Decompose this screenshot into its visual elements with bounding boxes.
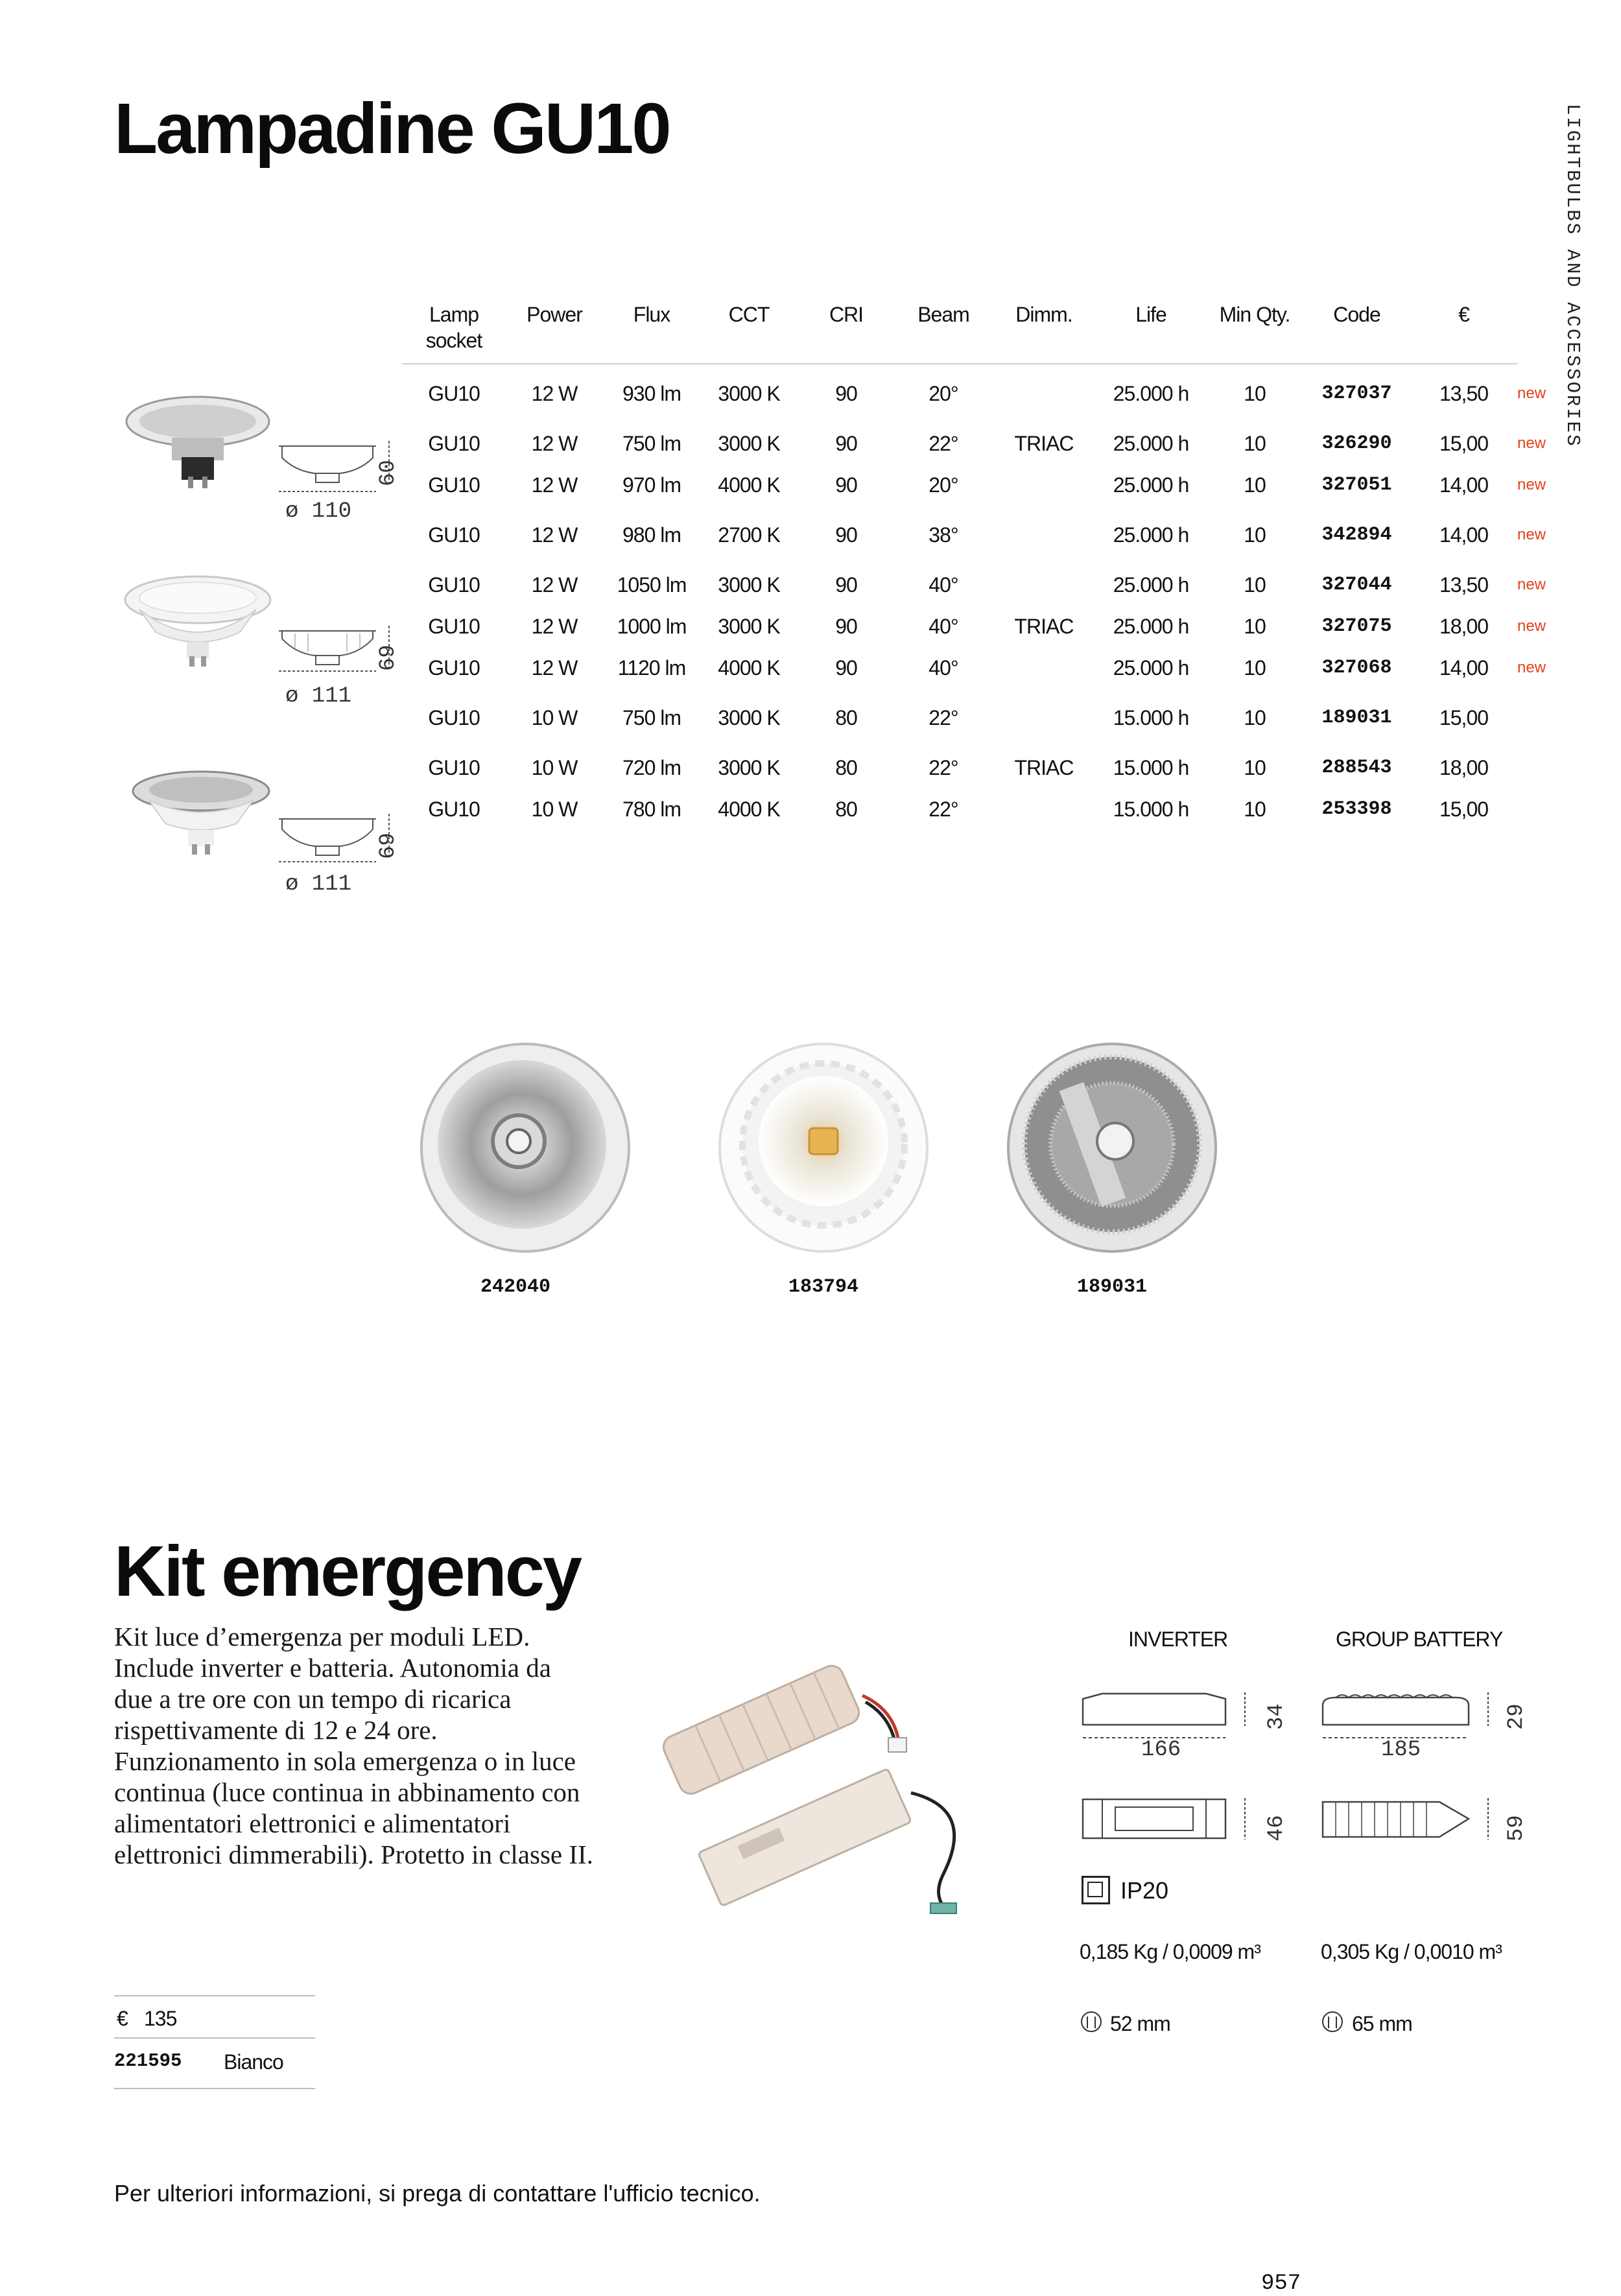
power-cell: 12 W [531,656,578,680]
min-qty-cell: 10 [1244,381,1266,405]
life-cell: 25.000 h [1113,573,1189,597]
dimm-cell [992,689,1096,747]
table-row [402,506,1546,564]
section-label: LIGHTBULBS AND ACCESSORIES [1562,104,1583,448]
table-row [402,606,1546,647]
header-code: Code [1303,302,1410,364]
kit-finish: Bianco [224,2050,283,2074]
dimm-cell: TRIAC [1014,614,1074,638]
inverter-length: 166 [1141,1738,1181,1762]
beam-cell: 22° [929,431,958,455]
price-cell: 14,00 [1439,656,1489,680]
beam-cell: 40° [929,614,958,638]
page-number: 957 [1261,2271,1301,2296]
new-badge: new [1517,576,1546,593]
dimm-cell [992,564,1096,606]
hole-diameter-icon [1321,2010,1344,2033]
header-cri: CRI [798,302,895,364]
flux-cell: 1000 lm [617,614,687,638]
ip-rating-icon [1082,1876,1110,1904]
header-beam: Beam [895,302,992,364]
cri-cell: 80 [835,797,857,821]
price-rule-top [114,1995,315,1996]
cri-cell: 90 [835,523,857,547]
min-qty-cell: 10 [1244,431,1266,455]
price-rule-bottom [114,2088,315,2089]
bulb-photo-242040 [415,1037,635,1258]
power-cell: 12 W [531,381,578,405]
new-badge: new [1517,476,1546,493]
code-cell: 327068 [1321,657,1392,679]
table-row [402,689,1546,747]
power-cell: 12 W [531,573,578,597]
price-cell: 14,00 [1439,523,1489,547]
dimm-cell [992,464,1096,506]
bulb-ar111-silver-dark-base-photo [117,392,279,490]
inverter-side-drawing [1076,1686,1271,1744]
cct-cell: 4000 K [718,656,780,680]
code-cell: 327037 [1321,383,1392,405]
battery-label: GROUP BATTERY [1336,1627,1503,1651]
battery-hole: 65 mm [1352,2012,1412,2035]
beam-cell: 20° [929,381,958,405]
power-cell: 12 W [531,614,578,638]
cri-cell: 80 [835,755,857,779]
cri-cell: 90 [835,656,857,680]
header-dimm: Dimm. [992,302,1096,364]
lamp-socket-cell: GU10 [428,523,480,547]
dimm-cell [992,364,1096,423]
bulb-code-caption-2: 183794 [788,1276,859,1298]
table-header-row [402,302,1546,364]
beam-cell: 22° [929,755,958,779]
dimm-cell: TRIAC [1014,431,1074,455]
cct-cell: 2700 K [718,523,780,547]
diameter-label-1: ø 110 [285,499,352,524]
code-cell: 327044 [1321,574,1392,596]
inverter-weight: 0,185 Kg / 0,0009 m³ [1080,1940,1260,1963]
table-row [402,647,1546,689]
new-badge: new [1517,617,1546,635]
inverter-hole: 52 mm [1110,2012,1170,2035]
table-row [402,747,1546,788]
lamp-socket-cell: GU10 [428,473,480,497]
cri-cell: 90 [835,573,857,597]
footer-note: Per ulteriori informazioni, si prega di contattare l'ufficio tecnico. [114,2180,761,2207]
lamp-socket-cell: GU10 [428,431,480,455]
flux-cell: 750 lm [622,431,681,455]
new-badge: new [1517,434,1546,452]
min-qty-cell: 10 [1244,523,1266,547]
cri-cell: 90 [835,381,857,405]
height-label-2: 69 [376,645,401,671]
table-row [402,564,1546,606]
kit-description: Kit luce d’emergenza per moduli LED. Include inverter e batteria. Autonomia da due a tre ore con un tempo di ricarica rispettivamente di 12 e 24 ore. Funzionamento in sola emergenza o in luce continua (luce continua in abbinamento con alimentatori elettronici e alimentatori elettronici dimmerabili). Protetto in classe II. [114,1622,593,1869]
spec-table [402,302,1546,830]
diameter-label-3: ø 111 [285,872,352,897]
cct-cell: 3000 K [718,705,780,729]
kit-title: Kit emergency [114,1532,581,1611]
min-qty-cell: 10 [1244,473,1266,497]
power-cell: 10 W [531,797,578,821]
price-rule-middle [114,2037,315,2039]
min-qty-cell: 10 [1244,755,1266,779]
lamp-socket-cell: GU10 [428,705,480,729]
dimm-cell [992,506,1096,564]
inverter-label: INVERTER [1128,1627,1228,1651]
new-badge [1517,788,1546,830]
code-cell: 327051 [1321,474,1392,496]
code-cell: 326290 [1321,432,1392,455]
header-lamp-socket: Lamp socket [402,302,506,364]
bulb-ar111-white-photo [117,571,279,668]
battery-side-drawing [1316,1686,1511,1744]
flux-cell: 780 lm [622,797,681,821]
cct-cell: 4000 K [718,797,780,821]
kit-product-photo [639,1660,963,1932]
price-cell: 15,00 [1439,797,1489,821]
height-label-3: 69 [376,833,401,859]
header-min-qty: Min Qty. [1206,302,1303,364]
beam-cell: 22° [929,705,958,729]
life-cell: 15.000 h [1113,755,1189,779]
power-cell: 12 W [531,473,578,497]
table-row [402,364,1546,423]
price-cell: 14,00 [1439,473,1489,497]
new-badge: new [1517,384,1546,402]
header-cct: CCT [700,302,798,364]
lamp-socket-cell: GU10 [428,381,480,405]
ip-rating-label: IP20 [1120,1877,1169,1904]
cct-cell: 3000 K [718,755,780,779]
min-qty-cell: 10 [1244,614,1266,638]
life-cell: 25.000 h [1113,431,1189,455]
life-cell: 25.000 h [1113,381,1189,405]
kit-code: 221595 [114,2050,182,2072]
beam-cell: 22° [929,797,958,821]
code-cell: 288543 [1321,757,1392,779]
power-cell: 10 W [531,755,578,779]
code-cell: 327075 [1321,615,1392,637]
life-cell: 25.000 h [1113,614,1189,638]
code-cell: 253398 [1321,798,1392,820]
table-row [402,788,1546,830]
flux-cell: 980 lm [622,523,681,547]
power-cell: 12 W [531,431,578,455]
bulb-photo-183794 [713,1037,934,1258]
power-cell: 12 W [531,523,578,547]
cct-cell: 3000 K [718,573,780,597]
min-qty-cell: 10 [1244,573,1266,597]
lamp-socket-cell: GU10 [428,614,480,638]
flux-cell: 720 lm [622,755,681,779]
battery-length: 185 [1381,1738,1421,1762]
hole-diameter-icon [1080,2010,1103,2033]
life-cell: 25.000 h [1113,656,1189,680]
header-flux: Flux [603,302,700,364]
lamp-socket-cell: GU10 [428,573,480,597]
new-badge [1517,747,1546,788]
cri-cell: 90 [835,614,857,638]
cri-cell: 90 [835,431,857,455]
price-symbol: € [117,2007,128,2030]
flux-cell: 930 lm [622,381,681,405]
cct-cell: 4000 K [718,473,780,497]
power-cell: 10 W [531,705,578,729]
bulb-code-caption-3: 189031 [1076,1276,1148,1298]
price-cell: 18,00 [1439,614,1489,638]
price-cell: 18,00 [1439,755,1489,779]
header-price: € [1410,302,1517,364]
flux-cell: 1120 lm [617,656,686,680]
min-qty-cell: 10 [1244,705,1266,729]
code-cell: 342894 [1321,524,1392,546]
table-body [402,364,1546,830]
code-cell: 189031 [1321,707,1392,729]
min-qty-cell: 10 [1244,797,1266,821]
flux-cell: 750 lm [622,705,681,729]
life-cell: 15.000 h [1113,705,1189,729]
cri-cell: 90 [835,473,857,497]
battery-height: 29 [1504,1703,1529,1730]
beam-cell: 40° [929,656,958,680]
price-cell: 15,00 [1439,431,1489,455]
inverter-width: 46 [1264,1815,1289,1841]
header-life: Life [1096,302,1206,364]
battery-top-drawing [1316,1793,1511,1851]
lamp-socket-cell: GU10 [428,755,480,779]
cri-cell: 80 [835,705,857,729]
new-badge: new [1517,526,1546,543]
new-badge: new [1517,659,1546,676]
dimm-cell [992,788,1096,830]
life-cell: 25.000 h [1113,473,1189,497]
beam-cell: 20° [929,473,958,497]
new-badge [1517,689,1546,747]
kit-price: 135 [144,2007,177,2030]
height-label-1: 60 [376,460,401,486]
page-title: Lampadine GU10 [114,89,670,169]
header-power: Power [506,302,603,364]
price-cell: 15,00 [1439,705,1489,729]
bulb-ar111-silver-white-base-photo [123,765,279,862]
cct-cell: 3000 K [718,431,780,455]
life-cell: 15.000 h [1113,797,1189,821]
cct-cell: 3000 K [718,381,780,405]
dimm-cell [992,647,1096,689]
life-cell: 25.000 h [1113,523,1189,547]
bulb-code-caption-1: 242040 [480,1276,551,1298]
flux-cell: 970 lm [622,473,681,497]
battery-weight: 0,305 Kg / 0,0010 m³ [1321,1940,1502,1963]
price-cell: 13,50 [1439,573,1489,597]
dimm-cell: TRIAC [1014,755,1074,779]
inverter-height: 34 [1264,1703,1289,1730]
beam-cell: 40° [929,573,958,597]
diameter-label-2: ø 111 [285,684,352,709]
table-row [402,423,1546,464]
lamp-socket-cell: GU10 [428,656,480,680]
cct-cell: 3000 K [718,614,780,638]
battery-width: 59 [1504,1815,1529,1841]
lamp-socket-cell: GU10 [428,797,480,821]
price-cell: 13,50 [1439,381,1489,405]
bulb-photo-189031 [1002,1037,1222,1258]
flux-cell: 1050 lm [617,573,687,597]
inverter-top-drawing [1076,1793,1271,1851]
table-row [402,464,1546,506]
beam-cell: 38° [929,523,958,547]
min-qty-cell: 10 [1244,656,1266,680]
